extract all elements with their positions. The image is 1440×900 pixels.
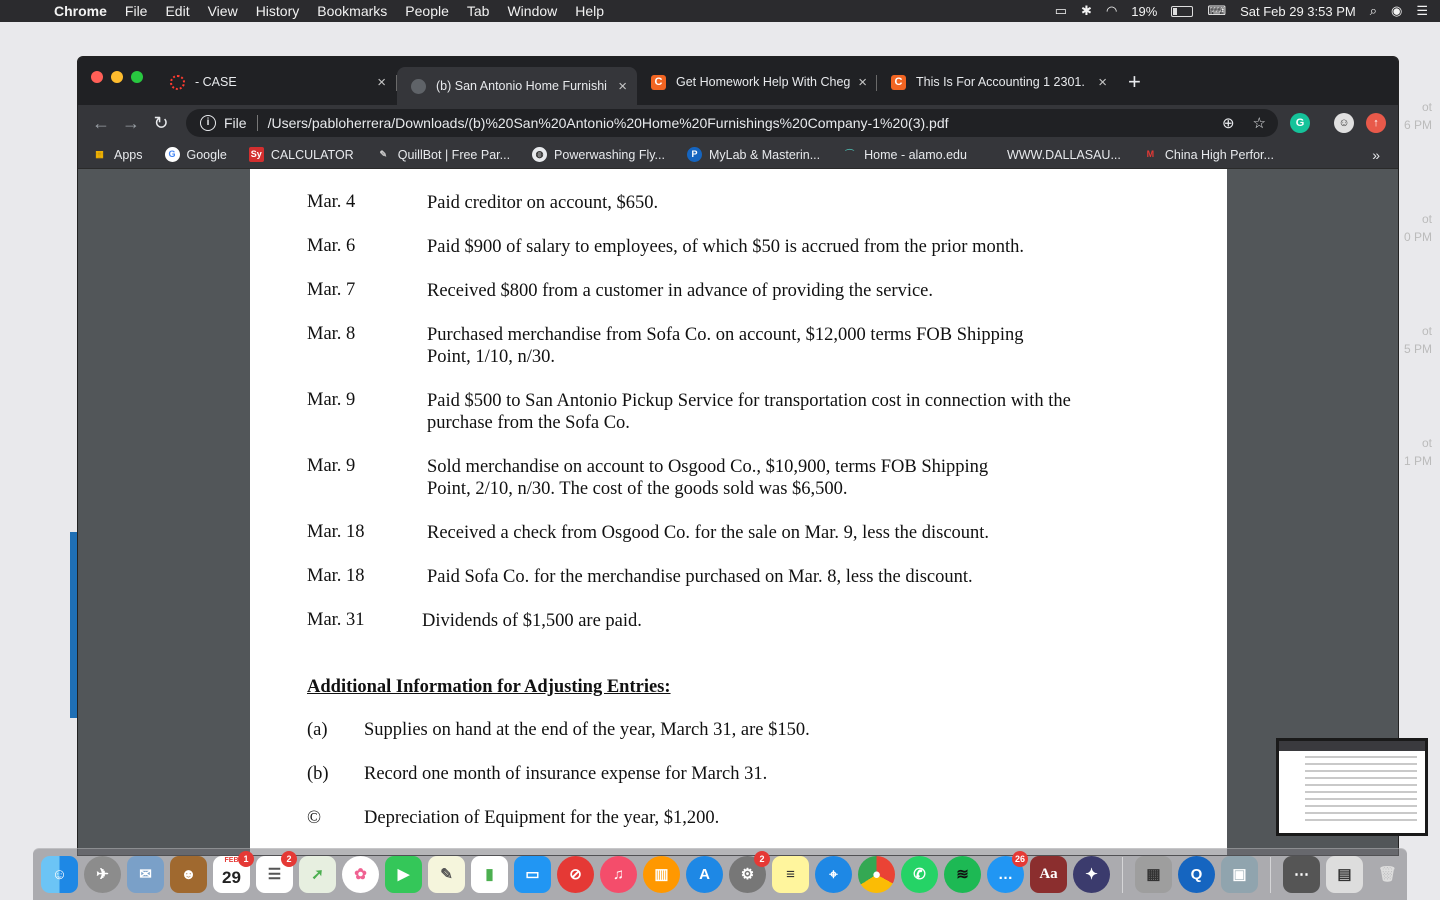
chrome-icon[interactable]: ● [858, 856, 895, 893]
entry-date: Mar. 31 [307, 610, 365, 630]
entry-date: Mar. 6 [307, 236, 356, 256]
image-capture-icon[interactable]: ▣ [1221, 856, 1258, 893]
desktop-file-label: ot [1421, 100, 1432, 114]
bookmark-label: Google [186, 147, 227, 162]
tab-close-icon[interactable]: × [618, 77, 627, 95]
tab-close-icon[interactable]: × [1098, 73, 1107, 91]
menu-people[interactable]: People [405, 3, 449, 19]
calendar-day: 29 [222, 868, 241, 887]
battery-percent[interactable]: 19% [1131, 3, 1158, 19]
bookmark-label: CALCULATOR [270, 147, 354, 162]
facetime-icon[interactable]: ▶ [385, 856, 422, 893]
desktop-file-label: 0 PM [1403, 230, 1432, 244]
adjustment-text: Record one month of insurance expense for March 31. [364, 764, 768, 784]
numbers-icon[interactable]: ▮ [471, 856, 508, 893]
bookmark-quillbot[interactable] [376, 147, 510, 162]
documents-stack-icon[interactable]: ▤ [1326, 856, 1363, 893]
bookmark-powerwashing[interactable] [532, 147, 665, 162]
screenshot-thumbnail[interactable] [1276, 738, 1428, 836]
tab-pdf-active[interactable] [397, 67, 637, 105]
keynote-icon[interactable]: ▭ [514, 856, 551, 893]
bookmark-china-high[interactable] [1143, 147, 1274, 162]
menu-app-chrome[interactable]: Chrome [54, 3, 107, 19]
menu-history[interactable]: History [255, 3, 300, 19]
wifi-icon[interactable]: ◠ [1105, 3, 1118, 18]
launchpad-icon[interactable]: ✈ [84, 856, 121, 893]
tab-close-icon[interactable]: × [377, 73, 386, 91]
entry-date: Mar. 4 [307, 192, 356, 212]
clock[interactable]: Sat Feb 29 3:53 PM [1240, 3, 1356, 19]
globe-icon: ◍ [532, 147, 547, 162]
spotify-icon[interactable]: ≋ [944, 856, 981, 893]
books-icon[interactable]: ▥ [643, 856, 680, 893]
desktop-file-label: 5 PM [1403, 342, 1432, 356]
reminders-icon[interactable]: ☰ 2 [256, 856, 293, 893]
bookmark-dallasau[interactable] [1007, 148, 1121, 162]
tab-title: - CASE [195, 75, 237, 89]
symbolab-icon: Sy [249, 147, 264, 162]
alamo-icon: ⌒ [845, 149, 855, 159]
contacts-icon[interactable]: ☻ [170, 856, 207, 893]
adjusting-entries-heading: Additional Information for Adjusting Entries: [307, 677, 671, 697]
new-tab-button[interactable]: + [1128, 69, 1141, 94]
chegg-icon: C [651, 75, 666, 90]
address-url[interactable]: /Users/pabloherrera/Downloads/(b)%20San%20Antonio%20Home%20Furnishings%20Company-1%20(3).pdf [267, 115, 949, 131]
maps-icon[interactable]: ➚ [299, 856, 336, 893]
calendar-month: FEB [224, 857, 239, 864]
adjustment-text: Supplies on hand at the end of the year, March 31, are $150. [364, 720, 810, 740]
entry-date: Mar. 9 [307, 390, 356, 410]
reminders-badge: 2 [281, 851, 297, 867]
dictionary-icon[interactable]: Aa [1030, 856, 1067, 893]
news-icon[interactable]: ⊘ [557, 856, 594, 893]
tab-chegg-accounting[interactable] [877, 67, 1117, 97]
close-window-button[interactable] [91, 71, 103, 83]
update-icon[interactable]: ↑ [1366, 113, 1386, 133]
bookmark-label: Home - alamo.edu [864, 147, 967, 162]
entry-date: Mar. 18 [307, 522, 365, 542]
entry-text: Paid $900 of salary to employees, of which $50 is accrued from the prior month. [427, 237, 1024, 257]
navigation-toolbar [78, 105, 1398, 141]
entry-text: Paid Sofa Co. for the merchandise purchased on Mar. 8, less the discount. [427, 567, 973, 587]
window-controls [91, 71, 143, 83]
notification-center-icon[interactable]: ☰ [1416, 3, 1428, 18]
bookmark-star-icon[interactable]: ☆ [1252, 115, 1266, 132]
entry-text: Received $800 from a customer in advance of providing the service. [427, 281, 934, 301]
siri-dock-icon[interactable]: ✦ [1073, 856, 1110, 893]
music-icon[interactable]: ♫ [600, 856, 637, 893]
bookmark-label: QuillBot | Free Par... [397, 147, 511, 162]
globe-icon [411, 79, 426, 94]
bookmark-google[interactable] [165, 147, 227, 162]
chegg-icon: C [891, 75, 906, 90]
adjustment-label: (a) [307, 720, 328, 740]
whatsapp-icon[interactable]: ✆ [901, 856, 938, 893]
bookmark-alamo[interactable] [842, 147, 967, 162]
menu-tab[interactable]: Tab [466, 3, 490, 19]
desktop-file-label: 1 PM [1403, 454, 1432, 468]
calendar-badge: 1 [238, 851, 254, 867]
entry-date: Mar. 9 [307, 456, 356, 476]
bookmark-label: Apps [114, 147, 143, 162]
bookmark-calculator[interactable] [249, 147, 354, 162]
photos-icon[interactable]: ✿ [342, 856, 379, 893]
back-arrow-icon[interactable]: ← [92, 112, 110, 133]
tab-case[interactable] [156, 67, 396, 97]
zoom-icon[interactable]: ⊕ [1221, 115, 1235, 132]
bookmark-label: WWW.DALLASAU... [1006, 147, 1121, 162]
zoom-window-button[interactable] [131, 71, 143, 83]
downloads-stack-icon[interactable]: ⋯ [1283, 856, 1320, 893]
info-icon[interactable]: i [200, 115, 216, 131]
desktop-file-label: ot [1421, 436, 1432, 450]
address-scheme: File [224, 115, 247, 131]
quicktime-icon[interactable]: Q [1178, 856, 1215, 893]
tab-chegg-homework[interactable] [637, 67, 877, 97]
menu-help[interactable]: Help [575, 3, 605, 19]
entry-text: Sold merchandise on account to Osgood Co., $10,900, terms FOB Shipping Point, 2/10, n/30. The cost of the goods sold was $6,500. [427, 457, 989, 499]
entry-text: Received a check from Osgood Co. for the sale on Mar. 9, less the discount. [427, 523, 990, 543]
siri-icon[interactable]: ◉ [1391, 3, 1403, 18]
battery-icon[interactable] [1171, 6, 1193, 17]
dock [33, 848, 1407, 900]
calendar-icon[interactable] [213, 856, 250, 893]
airplay-icon[interactable]: ▭ [1054, 3, 1068, 18]
finder-icon[interactable]: ☺ [41, 856, 78, 893]
macos-menu-bar [0, 0, 1440, 22]
menu-extras [1055, 0, 1428, 22]
tab-title: (b) San Antonio Home Furnishi [436, 79, 607, 93]
quillbot-icon: ✎ [379, 149, 387, 159]
desktop-file-label: ot [1421, 212, 1432, 226]
brand-m-icon: M [1146, 149, 1155, 159]
messages-icon[interactable]: … 26 [987, 856, 1024, 893]
entry-date: Mar. 8 [307, 324, 356, 344]
tab-title: Get Homework Help With Cheg [676, 75, 851, 89]
entry-text: Paid $500 to San Antonio Pickup Service for transportation cost in connection with the purchase from the Sofa Co. [427, 391, 1071, 433]
bookmark-label: China High Perfor... [1164, 147, 1274, 162]
pdf-viewer[interactable] [78, 169, 1399, 856]
app-store-icon[interactable]: A [686, 856, 723, 893]
bookmarks-overflow-icon[interactable]: » [1372, 146, 1380, 163]
apps-grid-icon: ▦ [95, 149, 104, 159]
entry-text: Purchased merchandise from Sofa Co. on account, $12,000 terms FOB Shipping Point, 1/10, n/30. [427, 325, 1024, 367]
textedit-icon[interactable]: ✎ [428, 856, 465, 893]
notes-icon[interactable]: ≡ [772, 856, 809, 893]
desktop-file-label: ot [1421, 324, 1432, 338]
settings-badge: 2 [754, 851, 770, 867]
chrome-window [77, 56, 1399, 856]
messages-badge: 26 [1012, 851, 1028, 867]
menu-window[interactable]: Window [507, 3, 558, 19]
calculator-icon[interactable]: ▦ [1135, 856, 1172, 893]
menu-edit[interactable]: Edit [165, 3, 190, 19]
tab-close-icon[interactable]: × [858, 73, 867, 91]
entry-date: Mar. 7 [307, 280, 356, 300]
bookmark-label: MyLab & Masterin... [708, 147, 821, 162]
entry-text: Dividends of $1,500 are paid. [422, 611, 642, 631]
forward-arrow-icon[interactable]: → [122, 112, 140, 133]
minimize-window-button[interactable] [111, 71, 123, 83]
pdf-page [250, 169, 1227, 856]
grammarly-extension-icon[interactable]: G [1290, 113, 1310, 133]
bluetooth-icon[interactable]: ✱ [1081, 3, 1092, 18]
profile-avatar[interactable]: ☺ [1334, 113, 1354, 133]
trash-icon[interactable]: 🗑 [1377, 866, 1398, 883]
address-bar[interactable] [186, 109, 1278, 137]
safari-icon[interactable]: ⌖ [815, 856, 852, 893]
adjustment-label: (b) [307, 764, 329, 784]
menu-bookmarks[interactable]: Bookmarks [317, 3, 388, 19]
pearson-icon: P [687, 147, 702, 162]
tab-strip [78, 57, 1398, 105]
spotlight-search-icon[interactable]: ⌕ [1369, 3, 1377, 18]
keyboard-icon[interactable]: ⌨ [1207, 3, 1227, 18]
reload-icon[interactable]: ↻ [153, 112, 169, 133]
entry-date: Mar. 18 [307, 566, 365, 586]
preview-icon[interactable]: ✉ [127, 856, 164, 893]
google-icon: G [165, 147, 180, 162]
desktop-file-label: 6 PM [1403, 118, 1432, 132]
bookmarks-bar [78, 141, 1398, 169]
loading-spinner-icon [170, 75, 185, 90]
menu-view[interactable]: View [207, 3, 238, 19]
adjustment-label: © [307, 808, 322, 828]
adjustment-text: Depreciation of Equipment for the year, $1,200. [364, 808, 720, 828]
tab-title: This Is For Accounting 1 2301. [916, 75, 1085, 89]
menu-file[interactable]: File [124, 3, 148, 19]
bookmark-label: Powerwashing Fly... [554, 147, 665, 162]
entry-text: Paid creditor on account, $650. [427, 193, 659, 213]
bookmark-apps[interactable] [92, 147, 143, 162]
bookmark-mylab[interactable] [687, 147, 820, 162]
system-preferences-icon[interactable]: ⚙ 2 [729, 856, 766, 893]
